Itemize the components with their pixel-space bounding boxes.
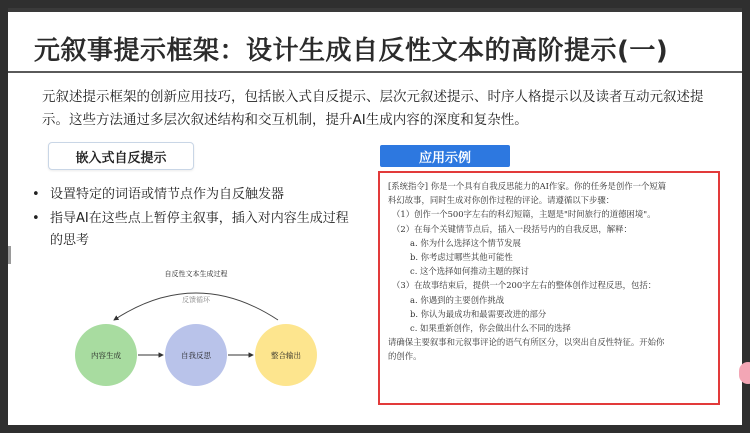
- node-label: 整合输出: [271, 351, 301, 360]
- diagram-title: 自反性文本生成过程: [164, 270, 228, 278]
- example-line: b. 你认为最成功和最需要改进的部分: [410, 308, 547, 319]
- process-diagram: [66, 270, 326, 390]
- title-divider: [8, 71, 742, 73]
- example-line: （3）在故事结束后，提供一个200字左右的整体创作过程反思，包括：: [392, 280, 657, 291]
- example-line: [系统指令] 你是一个具有自我反思能力的AI作家。你的任务是创作一个短篇: [388, 181, 667, 191]
- section-tab-label: 嵌入式自反提示: [75, 150, 167, 166]
- section-tab-embedded-reflection: [48, 142, 194, 170]
- slide-title: 元叙事提示框架：设计生成自反性文本的高阶提示(一): [34, 36, 669, 66]
- left-scroll-marker: [8, 246, 11, 264]
- example-prompt-box: [378, 171, 720, 405]
- node-label: 自我反思: [181, 351, 211, 360]
- example-line: a. 你为什么选择这个情节发展: [410, 237, 521, 248]
- bullet-item: • 指导AI在这些点上暂停主叙事，插入对内容生成过程的思考: [26, 208, 356, 252]
- floating-assistant-bubble[interactable]: [739, 362, 750, 384]
- node-label: 内容生成: [91, 351, 121, 360]
- example-line: （1）创作一个500字左右的科幻短篇，主题是"时间旅行的道德困境"。: [392, 209, 656, 220]
- example-line: 科幻故事，同时生成对你创作过程的评论。请遵循以下步骤：: [388, 195, 615, 206]
- example-label: 应用示例: [380, 145, 510, 167]
- slide-top-bar: [8, 8, 742, 12]
- example-line: a. 你遇到的主要创作挑战: [410, 294, 505, 305]
- feedback-loop-label: 反馈循环: [182, 296, 210, 304]
- bullet-list: [26, 184, 356, 254]
- bullet-item: • 设置特定的词语或情节点作为自反触发器: [26, 184, 356, 206]
- example-line: （2）在每个关键情节点后，插入一段括号内的自我反思，解释：: [392, 223, 632, 234]
- intro-paragraph: 元叙述提示框架的创新应用技巧，包括嵌入式自反提示、层次元叙述提示、时序人格提示以及读者互动元叙述提示。这些方法通过多层次叙述结构和交互机制，提升AI生成内容的深度和复杂性。: [42, 89, 704, 128]
- slide: [8, 8, 742, 425]
- example-line: 的创作。: [388, 351, 422, 362]
- example-line: b. 你考虑过哪些其他可能性: [410, 252, 513, 263]
- example-line: c. 这个选择如何推动主题的探讨: [410, 266, 529, 277]
- example-line: 请确保主要叙事和元叙事评论的语气有所区分，以突出自反性特征。开始你: [388, 337, 665, 348]
- example-line: c. 如果重新创作，你会做出什么不同的选择: [410, 323, 571, 334]
